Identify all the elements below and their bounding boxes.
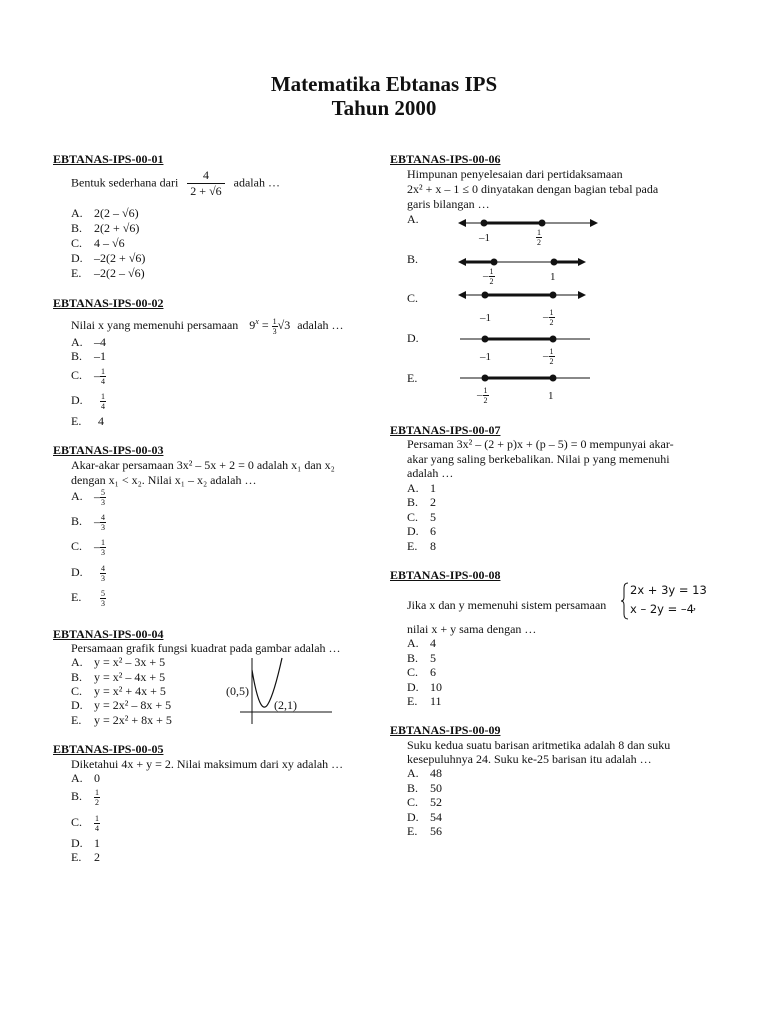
number-line-c-right-label: – $\frac{1}{2}$ (543, 308, 554, 327)
option-a: A. 2(2 – √6) (71, 206, 139, 220)
option-d-letter: D. (407, 331, 419, 345)
option-e: E. –2(2 – √6) (71, 266, 145, 280)
fraction: $\frac{1}{3}$ (272, 316, 277, 336)
option-b: B. –1 (71, 349, 106, 363)
question-line-1: Himpunan penyelesaian dari pertidaksamaan (407, 167, 623, 181)
option-b: B. 2 (407, 495, 436, 509)
question-text: Bentuk sederhana dari $\frac{4}{2 + √6}$ adalah … (71, 168, 280, 198)
option-d: D. $\frac{1}{4}$ (71, 392, 105, 411)
fraction: $\frac{4}{2 + √6}$ (187, 168, 224, 199)
option-c: C. – $\frac{1}{4}$ (71, 367, 105, 386)
number-line-d (460, 332, 590, 346)
question-id: EBTANAS-IPS-00-04 (53, 627, 164, 641)
title-line-1: Matematika Ebtanas IPS (270, 72, 498, 96)
question-id: EBTANAS-IPS-00-08 (390, 568, 501, 582)
option-d: D. 54 (407, 810, 442, 824)
option-c: C. y = x² + 4x + 5 (71, 684, 166, 698)
option-e: E. $\frac{5}{3}$ (71, 589, 105, 608)
number-line-b-right-label: 1 (550, 271, 556, 283)
question-line-2: kesepuluhnya 24. Suku ke-25 barisan itu adalah … (407, 752, 652, 766)
question-text: Diketahui 4x + y = 2. Nilai maksimum dari xy adalah … (71, 757, 344, 771)
number-line-e-left-label: – $\frac{1}{2}$ (477, 386, 488, 405)
option-a: A. 48 (407, 766, 442, 780)
number-line-c (458, 288, 586, 302)
number-line-b (458, 255, 586, 269)
option-a: A. 1 (407, 481, 436, 495)
option-e: E. y = 2x² + 8x + 5 (71, 713, 172, 727)
option-b: B. 50 (407, 781, 442, 795)
option-d: D. 1 (71, 836, 100, 850)
option-e: E. 56 (407, 824, 442, 838)
option-c: C. – $\frac{1}{3}$ (71, 538, 105, 557)
option-b: B. y = x² – 4x + 5 (71, 670, 166, 684)
option-c: C. $\frac{1}{4}$ (71, 814, 99, 833)
question-id: EBTANAS-IPS-00-09 (390, 723, 501, 737)
number-line-a (458, 216, 598, 230)
question-line-2: dengan x₁ < x₂. Nilai x₁ – x₂ adalah … (71, 473, 257, 487)
option-d: D. –2(2 + √6) (71, 251, 146, 265)
page-title (0, 72, 768, 120)
option-e-letter: E. (407, 371, 418, 385)
question-line-3: garis bilangan … (407, 197, 490, 211)
option-b: B. 5 (407, 651, 436, 665)
question-id: EBTANAS-IPS-00-01 (53, 152, 164, 166)
option-d: D. 6 (407, 524, 436, 538)
question-id: EBTANAS-IPS-00-03 (53, 443, 164, 457)
question-text: Persamaan grafik fungsi kuadrat pada gambar adalah … (71, 641, 341, 655)
question-line-1: Suku kedua suatu barisan aritmetika adalah 8 dan suku (407, 738, 671, 752)
question-id: EBTANAS-IPS-00-02 (53, 296, 164, 310)
number-line-c-left-label: –1 (480, 312, 491, 324)
question-text: Nilai x yang memenuhi persamaan $9^x$ = $\frac{1}{3}$ √3 adalah … (71, 316, 344, 336)
option-c: C. 5 (407, 510, 436, 524)
option-e: E. 2 (71, 850, 100, 864)
number-line-d-left-label: –1 (480, 351, 491, 363)
question-line-3: adalah … (407, 466, 454, 480)
question-id: EBTANAS-IPS-00-06 (390, 152, 501, 166)
number-line-d-right-label: – $\frac{1}{2}$ (543, 347, 554, 366)
option-c: C. 52 (407, 795, 442, 809)
option-e: E. 11 (407, 694, 442, 708)
number-line-a-right-label: $\frac{1}{2}$ (537, 228, 541, 247)
question-id: EBTANAS-IPS-00-07 (390, 423, 501, 437)
option-d: D. $\frac{4}{3}$ (71, 564, 105, 583)
option-a: A. –4 (71, 335, 106, 349)
question-line-2: nilai x + y sama dengan … (407, 622, 537, 636)
question-line-2: akar yang saling berkebalikan. Nilai p yang memenuhi (407, 452, 670, 466)
option-a: A. 0 (71, 771, 100, 785)
question-id: EBTANAS-IPS-00-05 (53, 742, 164, 756)
question-line-1: Persaman 3x² – (2 + p)x + (p – 5) = 0 mempunyai akar- (407, 437, 674, 451)
option-a: A. – $\frac{5}{3}$ (71, 488, 105, 507)
option-c: C. 4 – √6 (71, 236, 125, 250)
number-line-b-left-label: – $\frac{1}{2}$ (483, 267, 494, 286)
graph-label-vertex-a: (0,5) (226, 684, 249, 698)
equation: $9^x$ = (249, 317, 269, 332)
option-d: D. 10 (407, 680, 442, 694)
number-line-a-left-label: –1 (479, 232, 490, 244)
option-d: D. y = 2x² – 8x + 5 (71, 698, 172, 712)
option-e: E. 8 (407, 539, 436, 553)
option-c-letter: C. (407, 291, 419, 305)
option-c: C. 6 (407, 665, 436, 679)
number-line-e (460, 371, 590, 385)
question-line-2: 2x² + x – 1 ≤ 0 dinyatakan dengan bagian tebal pada (407, 182, 659, 196)
option-b: B. $\frac{1}{2}$ (71, 788, 99, 807)
option-e: E. 4 (71, 414, 104, 428)
option-b: B. 2(2 + √6) (71, 221, 140, 235)
option-b-letter: B. (407, 252, 419, 266)
question-line-1: Akar-akar persamaan 3x² – 5x + 2 = 0 adalah x₁ dan x₂ (71, 458, 335, 472)
option-a: A. y = x² – 3x + 5 (71, 655, 166, 669)
option-a: A. 4 (407, 636, 436, 650)
system-trailing-comma: , (693, 598, 696, 612)
option-b: B. – $\frac{4}{3}$ (71, 513, 105, 532)
title-line-2: Tahun 2000 (331, 96, 437, 120)
question-text: Jika x dan y memenuhi sistem persamaan (407, 598, 607, 612)
option-a-letter: A. (407, 212, 419, 226)
number-line-e-right-label: 1 (548, 390, 554, 402)
graph-label-vertex-b: (2,1) (274, 698, 297, 712)
system-equation-2: x – 2y = –4 (630, 602, 695, 616)
parabola-graph (240, 652, 332, 730)
system-equation-1: 2x + 3y = 13 (630, 583, 707, 597)
system-brace (620, 582, 630, 620)
